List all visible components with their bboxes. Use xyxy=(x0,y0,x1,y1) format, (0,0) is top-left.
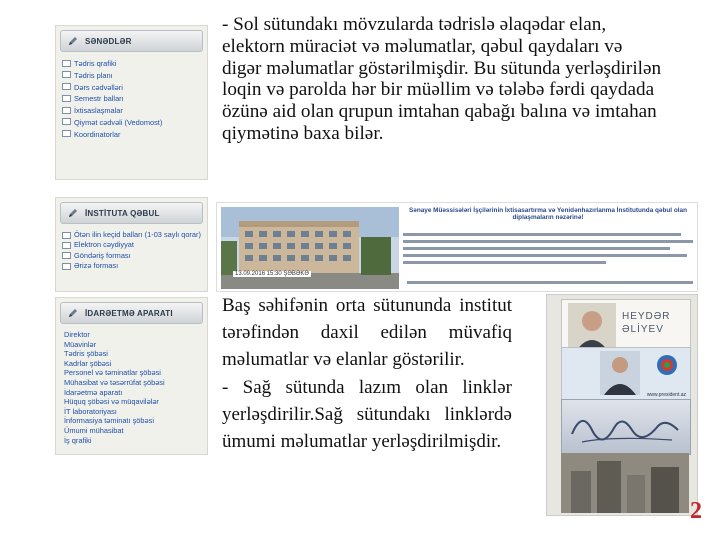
administration-item[interactable]: Hüquq şöbəsi və müqavilələr xyxy=(64,397,159,407)
administration-item[interactable]: Ümumi mühasibat xyxy=(64,425,124,435)
administration-panel-header xyxy=(60,302,203,324)
documents-item[interactable]: Tədris planı xyxy=(62,70,203,82)
admission-panel-title: İNSTİTUTA QƏBUL xyxy=(85,208,160,218)
news-caption: Sənaye Müəssisələri İşçilərinin İxtisasartırma və Yenidənhazırlanma İnstitutunda qəbul olan diplaşmaların nəzərinə! xyxy=(409,207,687,222)
document-icon xyxy=(62,130,71,137)
document-icon xyxy=(62,118,71,125)
body-text xyxy=(222,292,512,455)
document-icon xyxy=(62,263,71,270)
admission-panel xyxy=(55,197,208,292)
state-emblem-icon xyxy=(656,354,678,376)
admission-panel-header xyxy=(60,202,203,224)
admission-item[interactable]: Ötən ilin keçid balları (1-03 saylı qorar) xyxy=(62,230,203,240)
documents-item[interactable]: Qiymət cədvəli (Vedomost) xyxy=(62,117,203,129)
news-text-line xyxy=(407,281,693,284)
news-date: 13.09.2016 15:30 ŞƏBƏKƏ xyxy=(235,271,309,277)
documents-list xyxy=(56,58,207,141)
documents-item[interactable]: Tədris qrafiki xyxy=(62,58,203,70)
pencil-icon xyxy=(67,35,79,47)
document-icon xyxy=(62,71,71,78)
administration-item[interactable]: İnformasiya təminatı şöbəsi xyxy=(64,416,154,426)
administration-panel xyxy=(55,297,208,455)
news-text-lines xyxy=(403,233,693,268)
administration-item[interactable]: İdarəetmə aparatı xyxy=(64,387,123,397)
admission-item[interactable]: Elektron cəydiyyat xyxy=(62,240,203,250)
admission-item[interactable]: Ərizə forması xyxy=(62,261,203,271)
documents-panel xyxy=(55,25,208,180)
heydar-aliyev-label: HEYDƏR ƏLİYEV xyxy=(622,311,671,335)
document-icon xyxy=(62,60,71,67)
signature-logo xyxy=(562,400,690,454)
pencil-icon xyxy=(67,307,79,319)
slide-number: 2 xyxy=(690,498,702,524)
administration-item[interactable]: Direktor xyxy=(64,330,90,339)
admission-list xyxy=(56,230,207,272)
city-photo-link[interactable] xyxy=(561,453,689,513)
body-paragraph-1: Baş səhifənin orta sütununda institut tərəfindən daxil edilən müvafiq məlumatlar və elanlar göstərilir. xyxy=(222,295,512,371)
document-icon xyxy=(62,252,71,259)
portrait-photo xyxy=(568,303,616,351)
mehriban-aliyeva-link[interactable] xyxy=(561,399,691,455)
document-icon xyxy=(62,242,71,249)
document-icon xyxy=(62,232,71,239)
documents-item[interactable]: İxtisaslaşmalar xyxy=(62,105,203,117)
documents-item[interactable]: Dərs cədvəlləri xyxy=(62,82,203,94)
administration-item[interactable]: Mühasibat və təsərrüfat şöbəsi xyxy=(64,377,165,387)
document-icon xyxy=(62,83,71,90)
body-paragraph-2: - Sağ sütunda lazım olan linklər yerləşdirilir.Sağ sütundakı linklərdə ümumi məlumatlar yerləşdirilmişdir. xyxy=(222,376,512,453)
admission-item[interactable]: Göndəriş forması xyxy=(62,251,203,261)
pencil-icon xyxy=(67,207,79,219)
intro-text: - Sol sütundakı mövzularda tədrislə əlaqədar elan, elektorn müraciət və məlumatlar, qəbul qaydaları və digər məlumatlar göstərilmişdir. Bu sütunda yerləşdirilən loqin və parolda hər bir müəllim və tələbə fərdi qaydada özünə aid olan qrupun imtahan qabağı balına və imtahan qiymətinə baxa bilər. xyxy=(222,14,662,144)
administration-item[interactable]: Personel və təminatlar şöbəsi xyxy=(64,368,161,378)
administration-item[interactable]: İş qrafiki xyxy=(64,435,92,445)
administration-panel-title: İDARƏETMƏ APARATI xyxy=(85,308,173,318)
right-links-column xyxy=(546,294,698,516)
administration-item[interactable]: Kadrlar şöbəsi xyxy=(64,358,112,368)
administration-item[interactable]: Tədris şöbəsi xyxy=(64,349,108,359)
documents-panel-title: SƏNƏDLƏR xyxy=(85,36,132,46)
documents-item[interactable]: Koordinatorlar xyxy=(62,129,203,141)
administration-list xyxy=(56,330,207,445)
administration-item[interactable]: Müavinlər xyxy=(64,339,97,349)
portrait-photo xyxy=(600,351,640,395)
president-url: www.president.az xyxy=(646,392,686,398)
administration-item[interactable]: İT laboratoriyası xyxy=(64,406,117,416)
city-photo xyxy=(561,453,689,513)
document-icon xyxy=(62,107,71,114)
news-banner[interactable] xyxy=(216,202,698,292)
document-icon xyxy=(62,95,71,102)
documents-item[interactable]: Semestr balları xyxy=(62,93,203,105)
president-link[interactable] xyxy=(561,347,691,401)
documents-panel-header xyxy=(60,30,203,52)
